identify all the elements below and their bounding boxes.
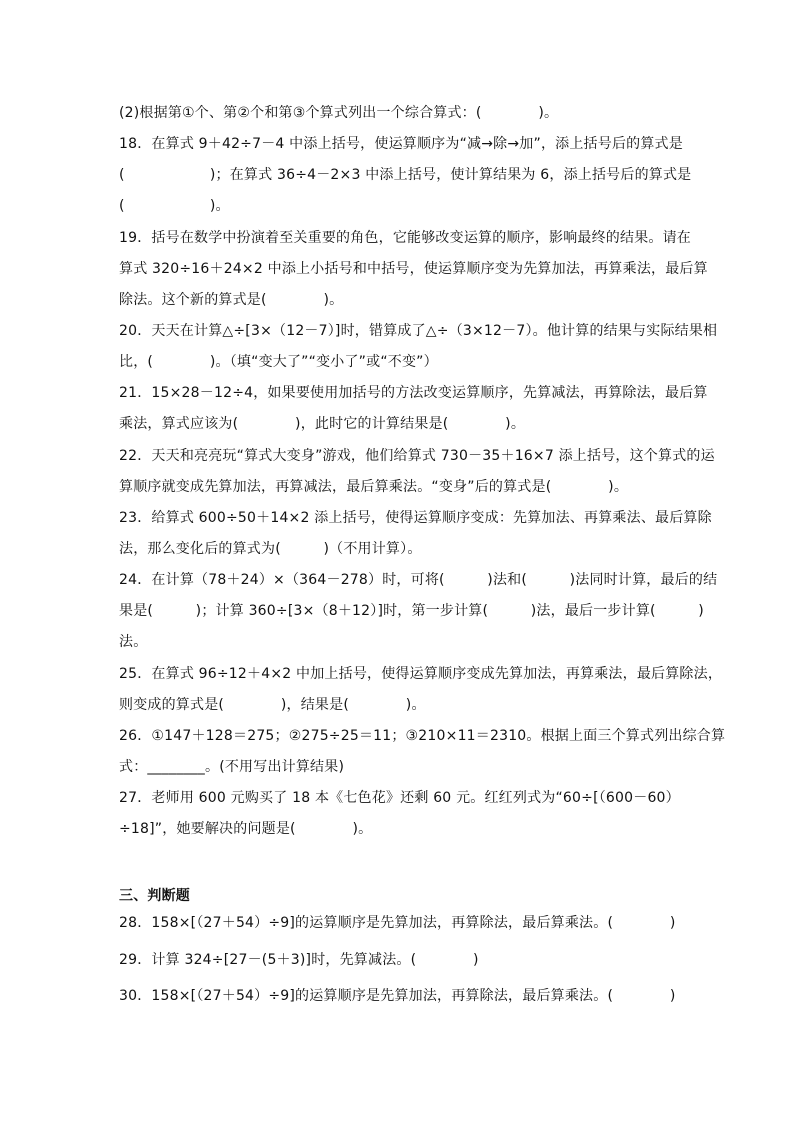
question-25-line1: 25．在算式 96÷12＋4×2 中加上括号，使得运算顺序变成先算加法，再算乘法，最后算除法， [119,666,723,682]
question-23-line1: 23．给算式 600÷50＋14×2 添上括号，使得运算顺序变成：先算加法、再算乘法、最后算除 [119,510,712,526]
question-22-line1: 22．天天和亮亮玩“算式大变身”游戏，他们给算式 730－35＋16×7 添上括号，这个算式的运 [119,448,715,464]
question-27-line1: 27．老师用 600 元购买了 18 本《七色花》还剩 60 元。红红列式为“60÷[（600－60） [119,790,680,806]
question-24-line2: 果是( )；计算 360÷[3×（8＋12）]时，第一步计算( )法，最后一步计算( ) [119,603,704,619]
question-20-line2: 比，( )。（填“变大了”“变小了”或“不变”） [119,354,438,370]
question-28: 28．158×[（27＋54）÷9]的运算顺序是先算加法，再算除法，最后算乘法。( ) [119,915,676,931]
question-23-line2: 法，那么变化后的算式为( )（不用计算）。 [119,541,422,557]
question-24-line1: 24．在计算（78＋24）×（364－278）时，可将( )法和( )法同时计算，最后的结 [119,572,718,588]
question-26-line1: 26．①147＋128＝275；②275÷25＝11；③210×11＝2310。根据上面三个算式列出综合算 [119,728,726,744]
question-24-line3: 法。 [119,634,148,650]
question-30: 30．158×[（27＋54）÷9]的运算顺序是先算加法，再算除法，最后算乘法。( ) [119,988,676,1004]
question-19-line2: 算式 320÷16＋24×2 中添上小括号和中括号，使运算顺序变为先算加法，再算乘法，最后算 [119,261,708,277]
question-26-line2: 式：________。(不用写出计算结果) [119,759,345,775]
question-22-line2: 算顺序就变成先算加法，再算减法，最后算乘法。“变身”后的算式是( )。 [119,479,629,495]
question-25-line2: 则变成的算式是( )，结果是( )。 [119,697,426,713]
question-17-part2: (2)根据第①个、第②个和第③个算式列出一个综合算式：( )。 [119,105,559,121]
question-21-line1: 21．15×28－12÷4，如果要使用加括号的方法改变运算顺序，先算减法，再算除法，最后算 [119,385,708,401]
question-18-line3: ( )。 [119,198,230,214]
question-18-line1: 18．在算式 9＋42÷7－4 中添上括号，使运算顺序为“减→除→加”，添上括号后的算式是 [119,136,683,152]
question-29: 29．计算 324÷[27－(5＋3)]时，先算减法。( ) [119,952,479,968]
question-20-line1: 20．天天在计算△÷[3×（12－7）]时，错算成了△÷（3×12－7）。他计算的结果与实际结果相 [119,323,718,339]
question-19-line1: 19．括号在数学中扮演着至关重要的角色，它能够改变运算的顺序，影响最终的结果。请在 [119,230,692,246]
section-heading-judgement: 三、判断题 [119,888,190,904]
question-19-line3: 除法。这个新的算式是( )。 [119,292,344,308]
question-27-line2: ÷18]”，她要解决的问题是( )。 [119,821,373,837]
question-18-line2: ( )；在算式 36÷4－2×3 中添上括号，使计算结果为 6，添上括号后的算式是 [119,167,692,183]
question-21-line2: 乘法，算式应该为( )，此时它的计算结果是( )。 [119,416,526,432]
